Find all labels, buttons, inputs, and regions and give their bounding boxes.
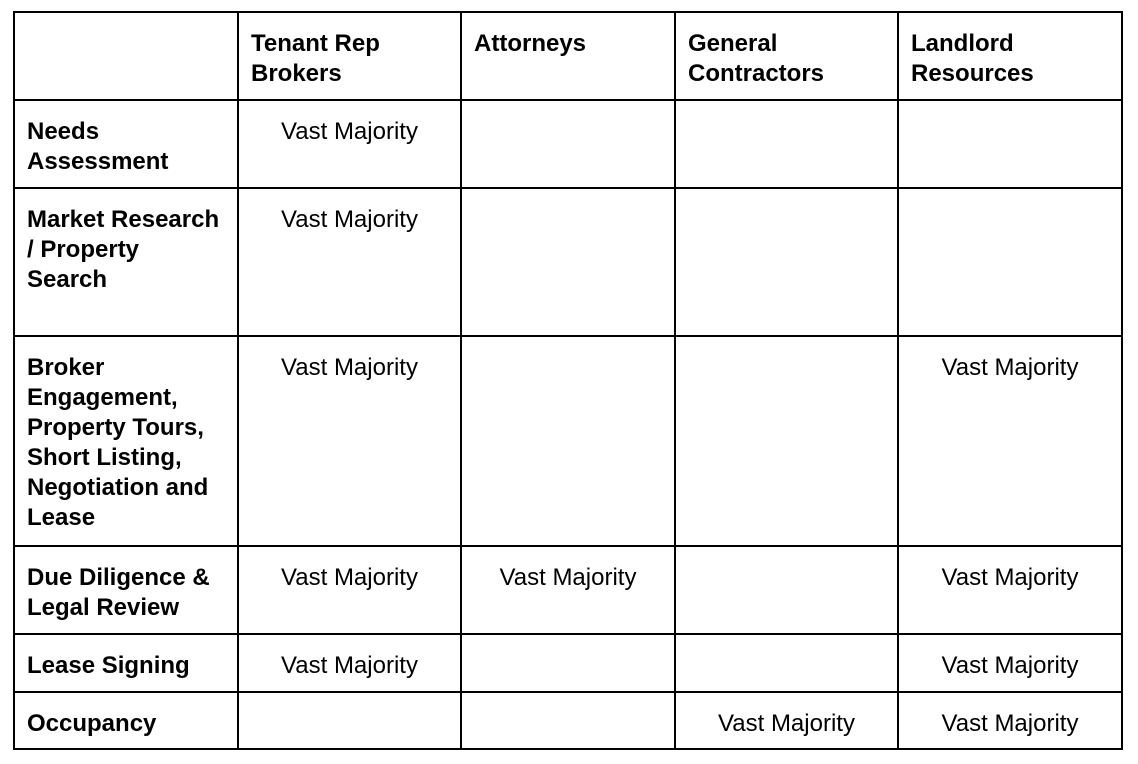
table-cell: [898, 100, 1122, 188]
table-row: [14, 692, 1122, 749]
row-header: Market Research / Property Search: [14, 188, 238, 336]
table-cell: [898, 188, 1122, 336]
table-cell: Vast Majority: [898, 336, 1122, 546]
table-cell: [675, 634, 898, 692]
table-row: [14, 188, 1122, 336]
table-row: [14, 546, 1122, 634]
table-cell: Vast Majority: [238, 546, 461, 634]
table-cell: Vast Majority: [461, 546, 675, 634]
table-cell: Vast Majority: [238, 100, 461, 188]
row-header: Due Diligence & Legal Review: [14, 546, 238, 634]
column-header-attorneys: Attorneys: [461, 12, 675, 100]
table-cell: [675, 336, 898, 546]
column-header-tenant-rep-brokers: Tenant Rep Brokers: [238, 12, 461, 100]
table-cell: Vast Majority: [898, 634, 1122, 692]
table-cell: Vast Majority: [898, 692, 1122, 749]
table-cell: [675, 188, 898, 336]
row-header: Lease Signing: [14, 634, 238, 692]
table-cell: [461, 188, 675, 336]
stakeholder-table: [13, 11, 1123, 750]
table-cell: Vast Majority: [675, 692, 898, 749]
table-cell: Vast Majority: [898, 546, 1122, 634]
row-header: Occupancy: [14, 692, 238, 749]
table-row: [14, 634, 1122, 692]
table-cell: Vast Majority: [238, 634, 461, 692]
table-row: [14, 100, 1122, 188]
table-cell: Vast Majority: [238, 336, 461, 546]
header-row: [14, 12, 1122, 100]
table-cell: [461, 692, 675, 749]
table-cell: [461, 100, 675, 188]
table-cell: [461, 336, 675, 546]
table-cell: [675, 546, 898, 634]
table-cell: Vast Majority: [238, 188, 461, 336]
table-cell: [675, 100, 898, 188]
column-header-landlord-resources: Landlord Resources: [898, 12, 1122, 100]
row-header: Broker Engagement, Property Tours, Short Listing, Negotiation and Lease: [14, 336, 238, 546]
corner-cell: [14, 12, 238, 100]
column-header-general-contractors: General Contractors: [675, 12, 898, 100]
table-cell: [461, 634, 675, 692]
table-row: [14, 336, 1122, 546]
row-header: Needs Assessment: [14, 100, 238, 188]
table-cell: [238, 692, 461, 749]
